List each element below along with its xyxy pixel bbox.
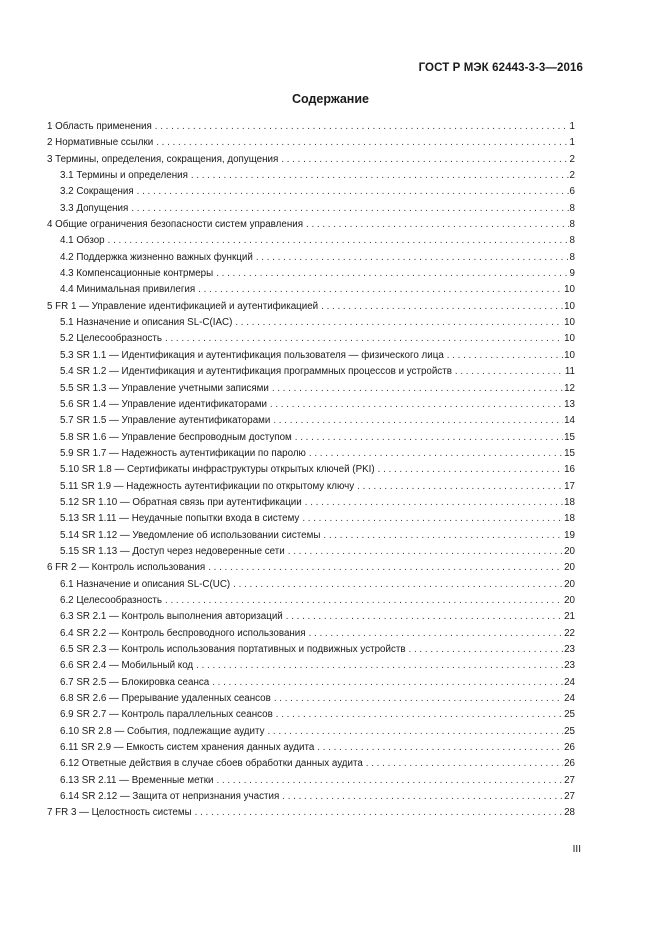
toc-entry[interactable]	[47, 266, 575, 282]
toc-entry[interactable]	[47, 250, 575, 266]
toc-leader-dots	[253, 250, 569, 266]
toc-leader-dots	[209, 675, 563, 691]
toc-leader-dots	[192, 805, 563, 821]
toc-entry-page: 23	[564, 644, 575, 655]
toc-entry-title: 4.3 Компенсационные контрмеры	[60, 268, 214, 280]
toc-entry-title: 6.13 SR 2.11 — Временные метки	[60, 774, 214, 786]
toc-entry-title: 2 Нормативные ссылки	[47, 137, 154, 149]
toc-entry-page: 10	[564, 317, 575, 329]
toc-entry[interactable]	[47, 184, 575, 200]
toc-entry-page: 27	[564, 774, 575, 786]
toc-leader-dots	[375, 462, 563, 478]
toc-entry-title: 3.2 Сокращения	[60, 186, 134, 198]
toc-entry-page: 1	[569, 137, 575, 149]
toc-entry-title: 6.8 SR 2.6 — Прерывание удаленных сеансов	[60, 693, 271, 705]
toc-entry[interactable]	[47, 381, 575, 397]
page-number: III	[572, 844, 581, 855]
document-standard-header: ГОСТ Р МЭК 62443-3-3—2016	[418, 62, 583, 74]
toc-entry-page: 14	[564, 415, 575, 427]
toc-entry-title: 6.9 SR 2.7 — Контроль параллельных сеансов	[60, 709, 273, 721]
toc-entry-page: 10	[564, 284, 575, 296]
toc-entry-page: 24	[564, 676, 575, 688]
toc-leader-dots	[162, 331, 563, 347]
toc-entry-page: 16	[564, 464, 575, 476]
toc-entry-page: 18	[564, 496, 575, 508]
toc-entry-page: 6	[569, 186, 575, 198]
toc-leader-dots	[213, 266, 568, 282]
toc-leader-dots	[128, 201, 568, 217]
toc-entry[interactable]	[47, 397, 575, 413]
toc-entry[interactable]	[47, 446, 575, 462]
toc-entry-title: 5.11 SR 1.9 — Надежность аутентификации по открытому ключу	[60, 480, 355, 492]
toc-entry-page: 19	[564, 529, 575, 541]
toc-leader-dots	[134, 184, 569, 200]
toc-entry-title: 5.5 SR 1.3 — Управление учетными записями	[60, 382, 269, 394]
toc-leader-dots	[188, 168, 569, 184]
toc-leader-dots	[279, 789, 563, 805]
toc-entry-page: 28	[564, 807, 575, 819]
toc-entry[interactable]	[47, 282, 575, 298]
toc-entry-title: 6.2 Целесообразность	[60, 594, 163, 606]
toc-leader-dots	[314, 740, 563, 756]
toc-entry[interactable]	[47, 756, 575, 772]
toc-leader-dots	[452, 364, 564, 380]
toc-entry-title: 6.12 Ответные действия в случае сбоев обработки данных аудита	[60, 758, 363, 770]
toc-entry[interactable]	[47, 658, 575, 674]
toc-entry-title: 5.1 Назначение и описания SL-C(IAC)	[60, 317, 233, 329]
toc-entry-page: 25	[564, 725, 575, 737]
toc-entry-title: 6.1 Назначение и описания SL-C(UC)	[60, 578, 231, 590]
toc-leader-dots	[406, 642, 564, 658]
toc-entry[interactable]	[47, 135, 575, 151]
toc-leader-dots	[193, 658, 563, 674]
toc-entry[interactable]	[47, 609, 575, 625]
toc-leader-dots	[267, 397, 563, 413]
toc-entry-title: 5.4 SR 1.2 — Идентификация и аутентификация программных процессов и устройств	[60, 366, 452, 378]
toc-entry[interactable]	[47, 593, 575, 609]
toc-entry[interactable]	[47, 315, 575, 331]
toc-entry[interactable]	[47, 528, 575, 544]
toc-entry[interactable]	[47, 299, 575, 315]
toc-entry-page: 8	[569, 202, 575, 214]
toc-entry-page: 10	[564, 300, 575, 312]
toc-entry[interactable]	[47, 495, 575, 511]
toc-entry[interactable]	[47, 479, 575, 495]
toc-entry-title: 5.2 Целесообразность	[60, 333, 163, 345]
toc-leader-dots	[232, 315, 563, 331]
toc-leader-dots	[152, 119, 569, 135]
toc-leader-dots	[153, 135, 568, 151]
toc-entry-page: 13	[564, 398, 575, 410]
toc-leader-dots	[292, 430, 563, 446]
toc-entry-page: 25	[564, 709, 575, 721]
toc-entry[interactable]	[47, 707, 575, 723]
toc-entry-page: 26	[564, 758, 575, 770]
toc-entry-page: 8	[569, 251, 575, 263]
toc-entry-title: 5 FR 1 — Управление идентификацией и аутентификацией	[47, 300, 319, 312]
toc-entry-title: 4.2 Поддержка жизненно важных функций	[60, 251, 253, 263]
toc-entry-page: 9	[569, 268, 575, 280]
toc-leader-dots	[318, 299, 563, 315]
toc-leader-dots	[302, 495, 563, 511]
toc-entry-title: 5.15 SR 1.13 — Доступ через недоверенные сети	[60, 545, 285, 557]
toc-entry-page: 2	[569, 170, 575, 182]
toc-entry-title: 7 FR 3 — Целостность системы	[47, 807, 192, 819]
toc-leader-dots	[303, 217, 569, 233]
toc-entry-title: 4 Общие ограничения безопасности систем управления	[47, 219, 304, 231]
toc-entry[interactable]	[47, 577, 575, 593]
toc-entry[interactable]	[47, 152, 575, 168]
toc-entry-title: 6.7 SR 2.5 — Блокировка сеанса	[60, 676, 210, 688]
toc-entry-page: 10	[564, 349, 575, 361]
toc-entry-title: 5.7 SR 1.5 — Управление аутентификаторами	[60, 415, 271, 427]
toc-entry-title: 3.1 Термины и определения	[60, 170, 188, 182]
toc-entry-title: 5.10 SR 1.8 — Сертификаты инфраструктуры открытых ключей (PKI)	[60, 464, 375, 476]
toc-leader-dots	[269, 381, 563, 397]
toc-entry-page: 26	[564, 742, 575, 754]
toc-leader-dots	[306, 446, 563, 462]
toc-entry-title: 6.5 SR 2.3 — Контроль использования портативных и подвижных устройств	[60, 644, 406, 655]
toc-entry-page: 15	[564, 447, 575, 459]
toc-entry[interactable]	[47, 462, 575, 478]
toc-entry-title: 6.11 SR 2.9 — Емкость систем хранения данных аудита	[60, 742, 315, 754]
toc-entry-title: 6.4 SR 2.2 — Контроль беспроводного использования	[60, 627, 306, 639]
table-of-contents	[47, 119, 575, 822]
toc-leader-dots	[354, 479, 563, 495]
toc-entry-title: 6.10 SR 2.8 — События, подлежащие аудиту	[60, 725, 265, 737]
toc-entry-page: 27	[564, 791, 575, 803]
toc-entry-page: 17	[564, 480, 575, 492]
toc-entry-title: 5.3 SR 1.1 — Идентификация и аутентификация пользователя — физического лица	[60, 349, 444, 361]
toc-entry-title: 5.13 SR 1.11 — Неудачные попытки входа в систему	[60, 513, 300, 525]
toc-entry-title: 6.6 SR 2.4 — Мобильный код	[60, 660, 194, 672]
toc-entry[interactable]	[47, 331, 575, 347]
toc-entry[interactable]	[47, 119, 575, 135]
toc-entry-page: 23	[564, 660, 575, 672]
toc-entry-title: 5.14 SR 1.12 — Уведомление об использовании системы	[60, 529, 321, 541]
toc-leader-dots	[278, 152, 568, 168]
toc-leader-dots	[195, 282, 563, 298]
toc-entry-title: 5.6 SR 1.4 — Управление идентификаторами	[60, 398, 267, 410]
toc-leader-dots	[270, 413, 563, 429]
toc-entry-page: 12	[564, 382, 575, 394]
toc-entry-page: 20	[564, 562, 575, 574]
toc-leader-dots	[105, 233, 569, 249]
toc-leader-dots	[285, 544, 563, 560]
toc-entry[interactable]	[47, 642, 575, 658]
toc-entry-page: 20	[564, 594, 575, 606]
toc-entry-title: 6.3 SR 2.1 — Контроль выполнения авторизаций	[60, 611, 283, 623]
toc-entry[interactable]	[47, 740, 575, 756]
toc-entry[interactable]	[47, 626, 575, 642]
toc-entry-page: 22	[564, 627, 575, 639]
toc-entry-page: 11	[564, 366, 575, 378]
toc-entry[interactable]	[47, 544, 575, 560]
toc-entry-page: 18	[564, 513, 575, 525]
toc-entry-page: 10	[564, 333, 575, 345]
toc-entry-title: 5.8 SR 1.6 — Управление беспроводным доступом	[60, 431, 292, 443]
toc-leader-dots	[320, 528, 563, 544]
toc-entry-title: 6.14 SR 2.12 — Защита от непризнания участия	[60, 791, 280, 803]
toc-entry[interactable]	[47, 233, 575, 249]
toc-entry-page: 1	[569, 121, 575, 132]
toc-entry-title: 4.1 Обзор	[60, 235, 105, 247]
toc-entry-page: 2	[569, 153, 575, 165]
toc-entry[interactable]	[47, 773, 575, 789]
toc-entry[interactable]	[47, 724, 575, 740]
toc-entry[interactable]	[47, 348, 575, 364]
toc-entry-title: 3.3 Допущения	[60, 202, 129, 214]
toc-entry-title: 6 FR 2 — Контроль использования	[47, 562, 206, 574]
toc-entry[interactable]	[47, 511, 575, 527]
toc-leader-dots	[363, 756, 563, 772]
toc-leader-dots	[213, 773, 563, 789]
toc-leader-dots	[271, 691, 563, 707]
toc-entry[interactable]	[47, 675, 575, 691]
toc-entry-title: 3 Термины, определения, сокращения, допущения	[47, 153, 279, 165]
toc-entry-title: 1 Область применения	[47, 121, 152, 132]
toc-entry-page: 24	[564, 693, 575, 705]
toc-entry[interactable]	[47, 217, 575, 233]
toc-entry[interactable]	[47, 691, 575, 707]
toc-leader-dots	[306, 626, 564, 642]
toc-leader-dots	[299, 511, 563, 527]
toc-entry[interactable]	[47, 805, 575, 821]
page-title: Содержание	[291, 92, 369, 106]
toc-entry[interactable]	[47, 560, 575, 576]
toc-leader-dots	[283, 609, 563, 625]
toc-leader-dots	[273, 707, 563, 723]
toc-leader-dots	[162, 593, 563, 609]
toc-entry-page: 20	[564, 578, 575, 590]
toc-entry-title: 5.12 SR 1.10 — Обратная связь при аутентификации	[60, 496, 302, 508]
toc-entry-page: 21	[564, 611, 575, 623]
toc-leader-dots	[230, 577, 563, 593]
toc-entry-title: 4.4 Минимальная привилегия	[60, 284, 196, 296]
toc-entry[interactable]	[47, 201, 575, 217]
toc-entry[interactable]	[47, 413, 575, 429]
toc-entry-page: 8	[569, 235, 575, 247]
toc-leader-dots	[444, 348, 563, 364]
toc-entry-page: 8	[569, 219, 575, 231]
toc-entry-page: 15	[564, 431, 575, 443]
toc-entry-title: 5.9 SR 1.7 — Надежность аутентификации по паролю	[60, 447, 306, 459]
toc-entry-page: 20	[564, 545, 575, 557]
toc-entry[interactable]	[47, 789, 575, 805]
toc-entry[interactable]	[47, 430, 575, 446]
toc-entry[interactable]	[47, 168, 575, 184]
toc-leader-dots	[264, 724, 563, 740]
toc-entry[interactable]	[47, 364, 575, 380]
toc-leader-dots	[205, 560, 563, 576]
